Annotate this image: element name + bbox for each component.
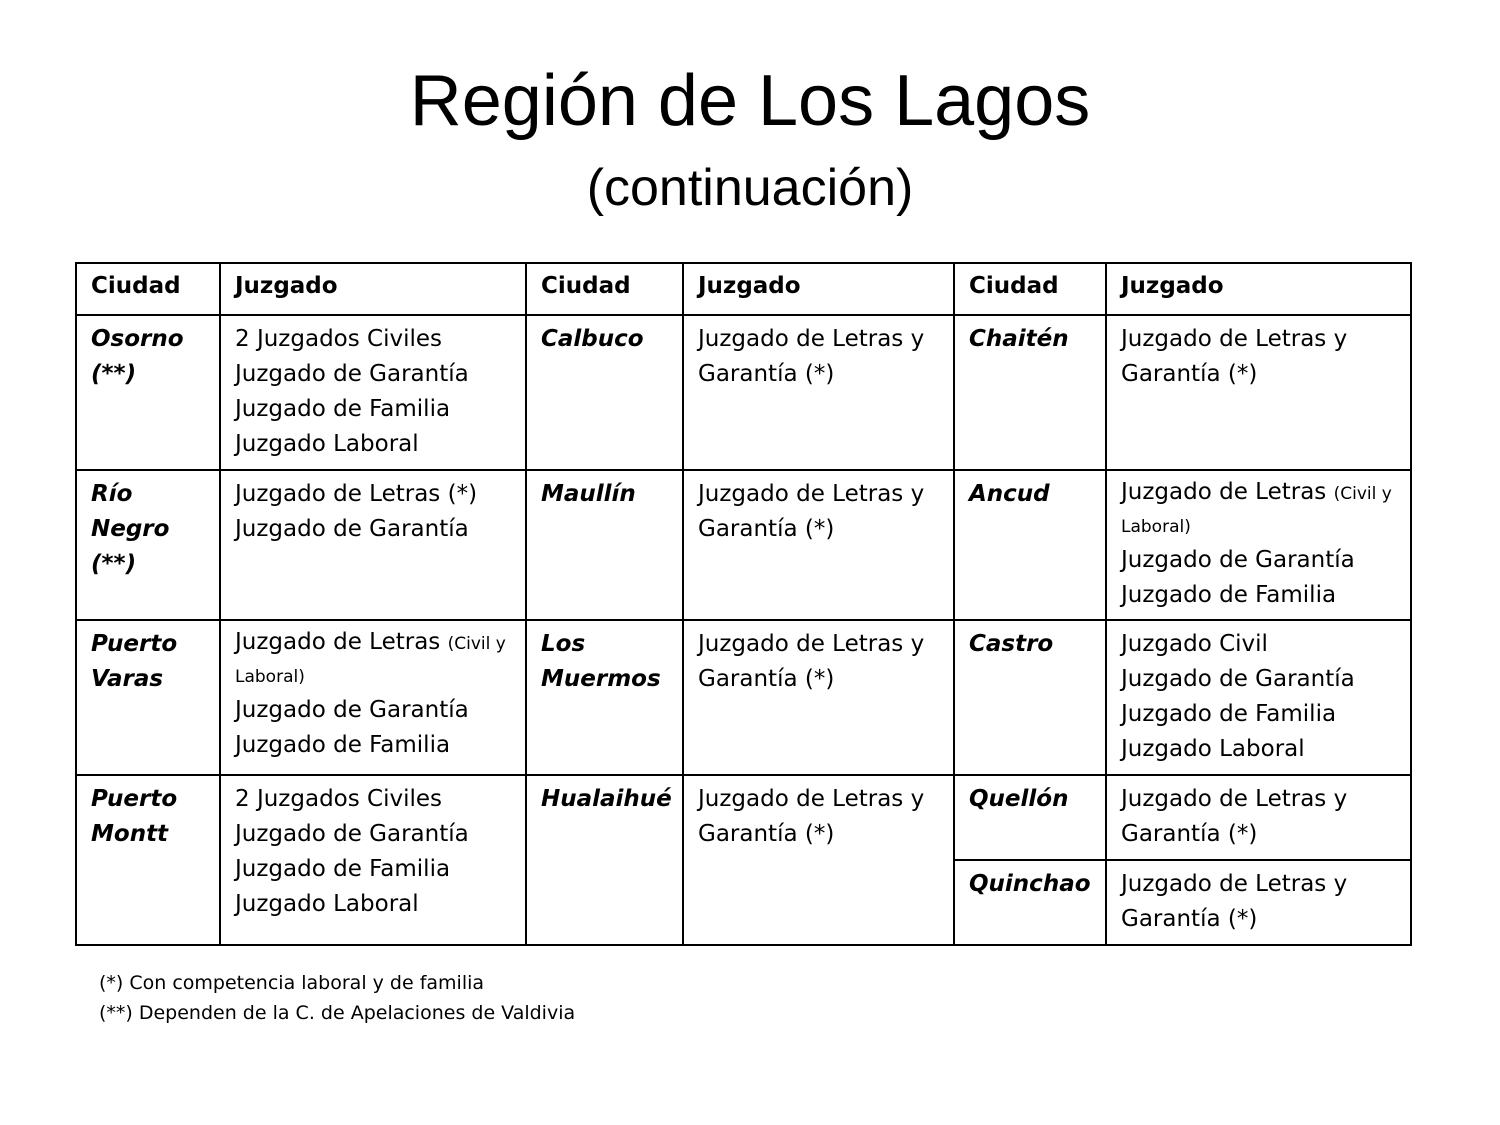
city-maullin bbox=[526, 470, 683, 620]
city-name: Varas bbox=[91, 666, 164, 692]
courts-hualaihue bbox=[683, 775, 954, 945]
court-note: (Civil y Laboral) bbox=[235, 634, 506, 687]
court-main: Juzgado de Letras bbox=[1121, 479, 1327, 505]
header-juzgado-2: Juzgado bbox=[683, 263, 954, 315]
court-line: Juzgado Laboral bbox=[235, 431, 419, 457]
court-line: Juzgado de Familia bbox=[235, 396, 451, 422]
city-name: Maullín bbox=[541, 481, 636, 507]
city-puerto-varas bbox=[76, 620, 220, 775]
city-name: Osorno (**) bbox=[91, 326, 184, 387]
page-subtitle: (continuación) bbox=[586, 159, 914, 217]
table-row bbox=[76, 315, 1411, 470]
courts-quinchao bbox=[1106, 860, 1411, 945]
court-line: Juzgado de Garantía bbox=[235, 516, 469, 542]
courts-puerto-varas bbox=[220, 620, 526, 775]
court-line bbox=[235, 627, 519, 693]
header-ciudad-1: Ciudad bbox=[76, 263, 220, 315]
courts-los-muermos bbox=[683, 620, 954, 775]
city-quinchao bbox=[954, 860, 1106, 945]
court-line: Juzgado de Garantía bbox=[235, 697, 469, 723]
court-line: Juzgado de Letras (*) bbox=[235, 481, 478, 507]
table-header-row bbox=[76, 263, 1411, 315]
court-line: Garantía (*) bbox=[1121, 821, 1258, 847]
court-line: Juzgado de Letras y bbox=[698, 481, 925, 507]
city-name: Los bbox=[541, 631, 586, 657]
court-main: Juzgado de Letras bbox=[235, 629, 441, 655]
city-name: Hualaihué bbox=[541, 786, 672, 812]
court-line: 2 Juzgados Civiles bbox=[235, 786, 443, 812]
city-name: Calbuco bbox=[541, 326, 644, 352]
city-name: Montt bbox=[91, 821, 169, 847]
court-line: Garantía (*) bbox=[698, 361, 835, 387]
court-line: Juzgado de Letras y bbox=[698, 326, 925, 352]
city-osorno bbox=[76, 315, 220, 470]
courts-puerto-montt bbox=[220, 775, 526, 945]
city-name: Quinchao bbox=[969, 871, 1091, 897]
court-line: Juzgado de Letras y bbox=[1121, 871, 1348, 897]
court-line: Juzgado de Letras y bbox=[698, 786, 925, 812]
city-name: Ancud bbox=[969, 481, 1050, 507]
court-line: Juzgado de Letras y bbox=[1121, 326, 1348, 352]
city-los-muermos bbox=[526, 620, 683, 775]
footnote: (**) Dependen de la C. de Apelaciones de Valdivia bbox=[99, 1002, 576, 1024]
courts-rio-negro bbox=[220, 470, 526, 620]
city-chaiten bbox=[954, 315, 1106, 470]
court-line: Juzgado de Garantía bbox=[235, 361, 469, 387]
court-line: Juzgado de Familia bbox=[235, 732, 451, 758]
city-ancud bbox=[954, 470, 1106, 620]
court-line: Garantía (*) bbox=[1121, 906, 1258, 932]
city-name: (**) bbox=[91, 551, 137, 577]
city-name: Río bbox=[91, 481, 133, 507]
court-line: Garantía (*) bbox=[1121, 361, 1258, 387]
courts-table bbox=[75, 262, 1412, 946]
city-name: Chaitén bbox=[969, 326, 1069, 352]
court-line: Juzgado de Familia bbox=[235, 856, 451, 882]
courts-castro bbox=[1106, 620, 1411, 775]
court-line: Juzgado Laboral bbox=[1121, 736, 1305, 762]
table-row bbox=[76, 775, 1411, 860]
city-name: Castro bbox=[969, 631, 1054, 657]
courts-calbuco bbox=[683, 315, 954, 470]
city-hualaihue bbox=[526, 775, 683, 945]
table-row bbox=[76, 620, 1411, 775]
header-juzgado-3: Juzgado bbox=[1106, 263, 1411, 315]
city-name: Muermos bbox=[541, 666, 661, 692]
court-line: Garantía (*) bbox=[698, 821, 835, 847]
city-name: Negro bbox=[91, 516, 170, 542]
court-note: (Civil y Laboral) bbox=[1121, 484, 1392, 537]
header-ciudad-2: Ciudad bbox=[526, 263, 683, 315]
footnotes bbox=[99, 968, 575, 1028]
court-line: Juzgado de Letras y bbox=[698, 631, 925, 657]
courts-osorno bbox=[220, 315, 526, 470]
table-row bbox=[76, 470, 1411, 620]
court-line: Garantía (*) bbox=[698, 666, 835, 692]
court-line bbox=[1121, 477, 1404, 543]
header-juzgado-1: Juzgado bbox=[220, 263, 526, 315]
city-castro bbox=[954, 620, 1106, 775]
city-name: Puerto bbox=[91, 786, 178, 812]
court-line: Juzgado de Garantía bbox=[235, 821, 469, 847]
courts-maullin bbox=[683, 470, 954, 620]
courts-ancud bbox=[1106, 470, 1411, 620]
court-line: Juzgado Civil bbox=[1121, 631, 1268, 657]
city-rio-negro bbox=[76, 470, 220, 620]
court-line: Juzgado Laboral bbox=[235, 891, 419, 917]
city-name: Puerto bbox=[91, 631, 178, 657]
header-ciudad-3: Ciudad bbox=[954, 263, 1106, 315]
court-line: Garantía (*) bbox=[698, 516, 835, 542]
city-puerto-montt bbox=[76, 775, 220, 945]
courts-chaiten bbox=[1106, 315, 1411, 470]
court-line: 2 Juzgados Civiles bbox=[235, 326, 443, 352]
courts-quellon bbox=[1106, 775, 1411, 860]
court-line: Juzgado de Garantía bbox=[1121, 547, 1355, 573]
city-calbuco bbox=[526, 315, 683, 470]
court-line: Juzgado de Garantía bbox=[1121, 666, 1355, 692]
footnote: (*) Con competencia laboral y de familia bbox=[99, 972, 485, 994]
city-name: Quellón bbox=[969, 786, 1069, 812]
page-title: Región de Los Lagos bbox=[409, 61, 1091, 141]
court-line: Juzgado de Familia bbox=[1121, 701, 1337, 727]
city-quellon bbox=[954, 775, 1106, 860]
court-line: Juzgado de Familia bbox=[1121, 582, 1337, 608]
court-line: Juzgado de Letras y bbox=[1121, 786, 1348, 812]
